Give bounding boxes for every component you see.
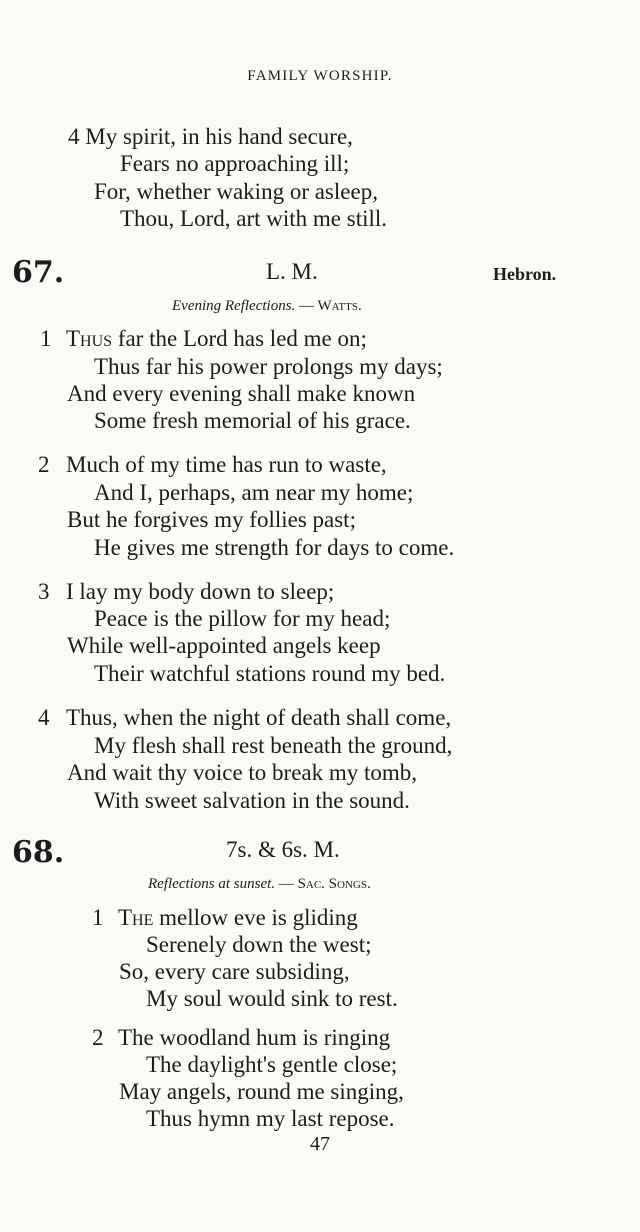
meter-label: 7s. & 6s. M. xyxy=(226,837,340,862)
verse-number: 2 xyxy=(92,1025,104,1050)
hymn-source xyxy=(148,877,371,892)
verse-line xyxy=(38,580,334,603)
verse-line: With sweet salvation in the sound. xyxy=(94,788,410,813)
verse-text: I lay my body down to sleep; xyxy=(66,579,335,604)
verse-line: And every evening shall make known xyxy=(67,381,416,406)
verse-line xyxy=(92,1026,390,1049)
verse-line: So, every care subsiding, xyxy=(119,959,350,984)
verse-text: My spirit, in his hand secure, xyxy=(85,124,353,149)
verse-number: 1 xyxy=(92,905,104,930)
verse-text: Much of my time has run to waste, xyxy=(66,452,387,477)
verse-first-word: Thus xyxy=(66,326,113,351)
verse-line: Thus far his power prolongs my days; xyxy=(94,354,443,379)
source-title: Evening Reflections. xyxy=(172,298,296,314)
verse-line xyxy=(92,906,358,929)
verse-line xyxy=(38,706,451,729)
verse-number: 4 xyxy=(38,705,50,730)
verse-line: Fears no approaching ill; xyxy=(120,151,350,176)
verse-line xyxy=(40,327,367,350)
verse-line: And I, perhaps, am near my home; xyxy=(94,480,414,505)
verse-line: My soul would sink to rest. xyxy=(146,986,398,1011)
verse-line: While well-appointed angels keep xyxy=(67,633,381,658)
source-title: Reflections at sunset. xyxy=(148,876,276,892)
verse-line: But he forgives my follies past; xyxy=(67,507,356,532)
verse-line: And wait thy voice to break my tomb, xyxy=(67,760,418,785)
hymn-number: 68. xyxy=(12,835,65,870)
verse-line: The daylight's gentle close; xyxy=(146,1052,398,1077)
hymn-number: 67. xyxy=(12,255,65,290)
verse-line: Thou, Lord, art with me still. xyxy=(120,206,388,231)
hymn-source xyxy=(172,299,362,314)
running-header: FAMILY WORSHIP. xyxy=(247,68,393,84)
verse-line xyxy=(38,453,387,476)
verse-number: 2 xyxy=(38,452,50,477)
verse-line: Their watchful stations round my bed. xyxy=(94,661,446,686)
verse-line: Thus hymn my last repose. xyxy=(146,1106,395,1131)
verse-line: Peace is the pillow for my head; xyxy=(94,606,391,631)
verse-text: mellow eve is gliding xyxy=(153,905,358,930)
page-number: 47 xyxy=(310,1133,330,1155)
verse-text: The woodland hum is ringing xyxy=(118,1025,391,1050)
verse-first-word: The xyxy=(118,905,154,930)
verse-number: 1 xyxy=(40,326,52,351)
verse-text: far the Lord has led me on; xyxy=(112,326,367,351)
tune-name: Hebron. xyxy=(493,264,557,284)
verse-line xyxy=(68,125,353,148)
verse-line: Some fresh memorial of his grace. xyxy=(94,408,411,433)
meter-label: L. M. xyxy=(266,259,318,284)
verse-number: 3 xyxy=(38,579,50,604)
verse-line: For, whether waking or asleep, xyxy=(94,179,378,204)
source-author: — Watts. xyxy=(299,298,362,314)
verse-number: 4 xyxy=(68,124,80,149)
verse-line: Serenely down the west; xyxy=(146,932,372,957)
verse-line: My flesh shall rest beneath the ground, xyxy=(94,733,453,758)
verse-line: He gives me strength for days to come. xyxy=(94,535,455,560)
verse-text: Thus, when the night of death shall come, xyxy=(66,705,452,730)
verse-line: May angels, round me singing, xyxy=(119,1079,404,1104)
source-author: — Sac. Songs. xyxy=(278,876,371,892)
